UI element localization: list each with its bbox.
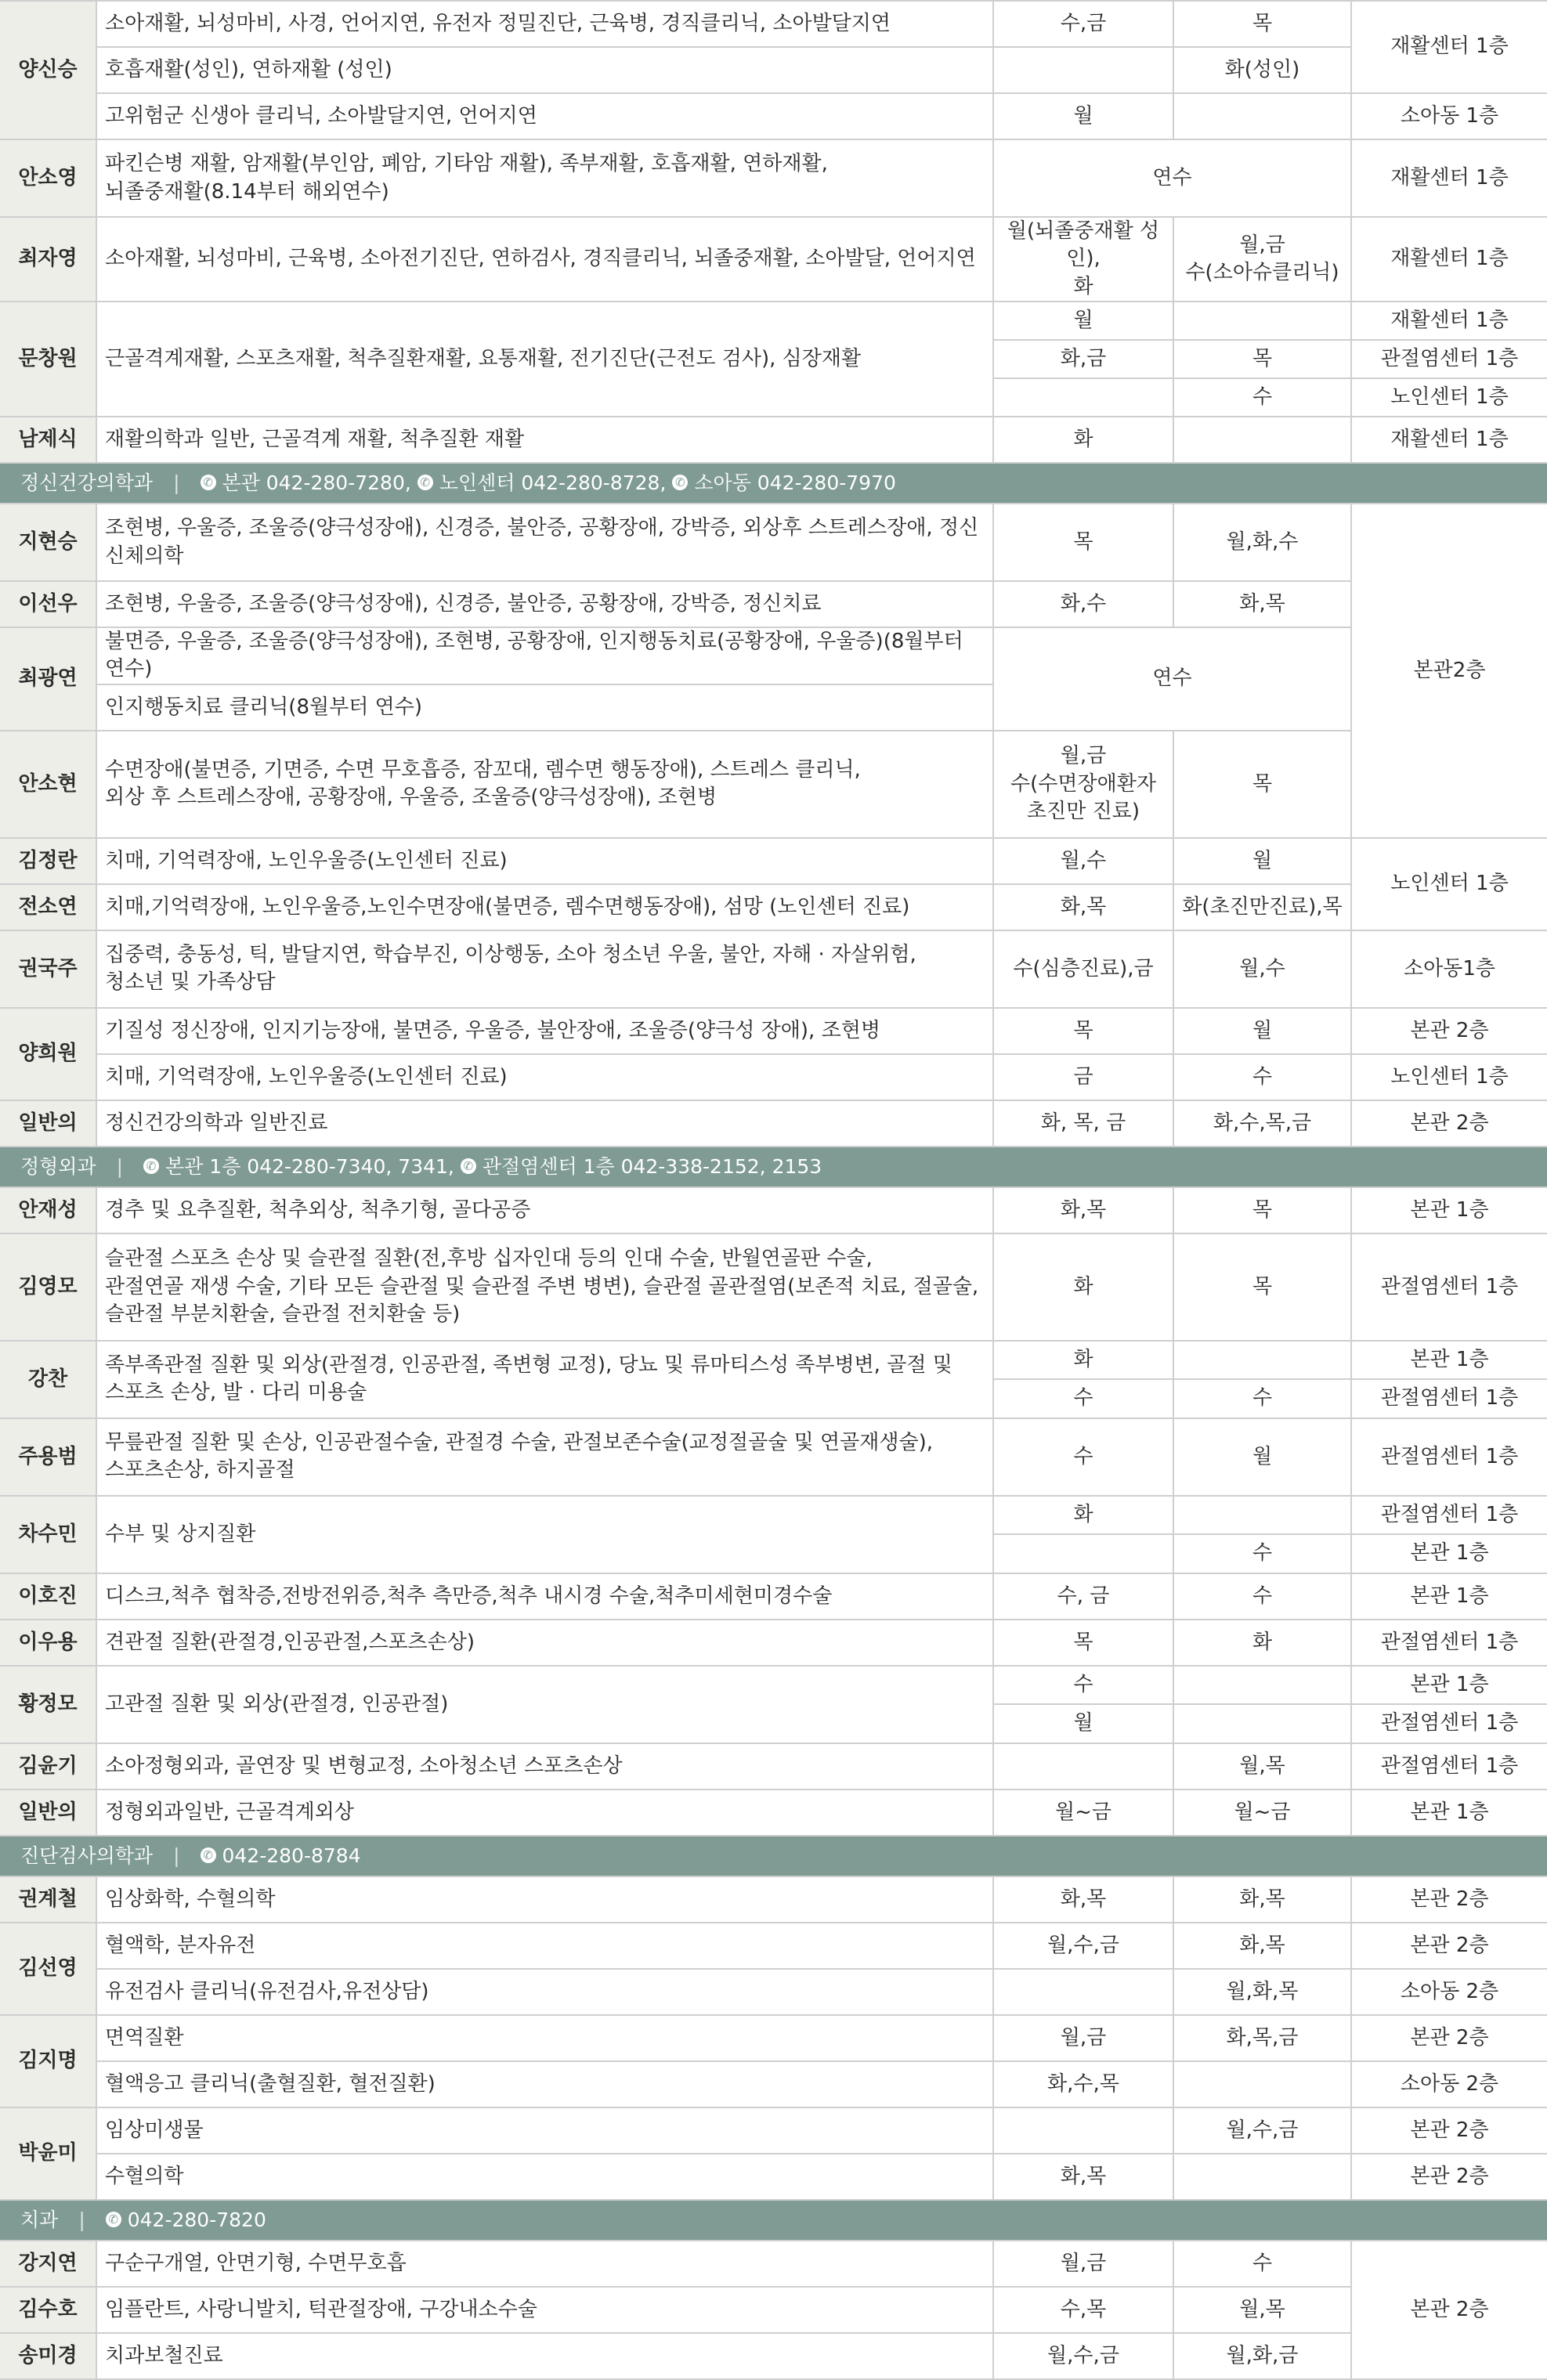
clinic-location: 본관 1층 bbox=[1351, 1534, 1547, 1573]
clinic-location: 재활센터 1층 bbox=[1351, 1, 1547, 93]
schedule-row bbox=[0, 139, 1547, 217]
phone-icon: ✆ bbox=[201, 475, 216, 490]
pm-clinic-days: 월,수,금 bbox=[1173, 2107, 1351, 2154]
header-divider: | bbox=[173, 471, 180, 495]
department-header bbox=[0, 1836, 1547, 1876]
specialty-text: 인지행동치료 클리닉(8월부터 연수) bbox=[96, 684, 993, 731]
specialty-text: 수면장애(불면증, 기면증, 수면 무호흡증, 잠꼬대, 렘수면 행동장애), 스트레스 클리닉, 외상 후 스트레스장애, 공황장애, 우울증, 조울증(양극성장애), 조현병 bbox=[96, 731, 993, 838]
phone-number: 본관 1층 042-280-7340, 7341, bbox=[165, 1154, 454, 1178]
schedule-row bbox=[0, 2241, 1547, 2287]
pm-clinic-days: 목 bbox=[1173, 340, 1351, 378]
specialty-text: 수혈의학 bbox=[96, 2154, 993, 2200]
am-clinic-days: 월,금 bbox=[993, 2241, 1173, 2287]
am-clinic-days: 월(뇌졸중재활 성인), 화 bbox=[993, 217, 1173, 302]
am-clinic-days: 수, 금 bbox=[993, 1573, 1173, 1620]
specialty-text: 불면증, 우울증, 조울증(양극성장애), 조현병, 공황장애, 인지행동치료(공황장애, 우울증)(8월부터 연수) bbox=[96, 627, 993, 684]
clinic-location: 소아동 1층 bbox=[1351, 93, 1547, 139]
clinic-location: 노인센터 1층 bbox=[1351, 378, 1547, 417]
clinic-location: 재활센터 1층 bbox=[1351, 217, 1547, 302]
pm-clinic-days: 월,화,금 bbox=[1173, 2333, 1351, 2379]
doctor-name: 양희원 bbox=[0, 1008, 96, 1100]
specialty-text: 재활의학과 일반, 근골격계 재활, 척추질환 재활 bbox=[96, 417, 993, 463]
am-clinic-days bbox=[993, 1743, 1173, 1790]
specialty-text: 기질성 정신장애, 인지기능장애, 불면증, 우울증, 불안장애, 조울증(양극성 장애), 조현병 bbox=[96, 1008, 993, 1054]
doctor-name: 최자영 bbox=[0, 217, 96, 302]
department-title: 치과 bbox=[20, 2208, 59, 2231]
schedule-row bbox=[0, 838, 1547, 884]
doctor-name: 이호진 bbox=[0, 1573, 96, 1620]
clinic-location: 관절염센터 1층 bbox=[1351, 340, 1547, 378]
department-header bbox=[0, 463, 1547, 504]
doctor-name: 권계철 bbox=[0, 1876, 96, 1923]
am-clinic-days bbox=[993, 378, 1173, 417]
clinic-hours-note: 연수 bbox=[993, 627, 1351, 731]
clinic-location: 본관 2층 bbox=[1351, 2154, 1547, 2200]
specialty-text: 족부족관절 질환 및 외상(관절경, 인공관절, 족변형 교정), 당뇨 및 류마티스성 족부병변, 골절 및 스포츠 손상, 발 · 다리 미용술 bbox=[96, 1341, 993, 1418]
doctor-name: 지현승 bbox=[0, 504, 96, 581]
clinic-location: 본관2층 bbox=[1351, 504, 1547, 838]
department-header-row bbox=[0, 1147, 1547, 1187]
phone-icon: ✆ bbox=[106, 2212, 121, 2227]
doctor-name: 황정모 bbox=[0, 1666, 96, 1743]
pm-clinic-days bbox=[1173, 1666, 1351, 1704]
specialty-text: 혈액응고 클리닉(출혈질환, 혈전질환) bbox=[96, 2061, 993, 2107]
am-clinic-days: 화 bbox=[993, 417, 1173, 463]
clinic-location: 재활센터 1층 bbox=[1351, 139, 1547, 217]
specialty-text: 슬관절 스포츠 손상 및 슬관절 질환(전,후방 십자인대 등의 인대 수술, 반월연골판 수술, 관절연골 재생 수술, 기타 모든 슬관절 및 슬관절 주변 병변), 슬관절 골관절염(보존적 치료, 절골술, 슬관절 부분치환술, 슬관절 전치환술 등) bbox=[96, 1233, 993, 1341]
am-clinic-days: 목 bbox=[993, 504, 1173, 581]
clinic-location: 소아동 2층 bbox=[1351, 1969, 1547, 2015]
schedule-row bbox=[0, 581, 1547, 627]
pm-clinic-days: 수 bbox=[1173, 1379, 1351, 1418]
clinic-location: 본관 1층 bbox=[1351, 1666, 1547, 1704]
am-clinic-days: 월,금 bbox=[993, 2015, 1173, 2061]
schedule-row bbox=[0, 302, 1547, 340]
department-header bbox=[0, 1147, 1547, 1187]
pm-clinic-days: 화 bbox=[1173, 1620, 1351, 1666]
doctor-name: 안재성 bbox=[0, 1187, 96, 1233]
pm-clinic-days: 수 bbox=[1173, 1534, 1351, 1573]
schedule-row bbox=[0, 731, 1547, 838]
specialty-text: 조현병, 우울증, 조울증(양극성장애), 신경증, 불안증, 공황장애, 강박증, 정신치료 bbox=[96, 581, 993, 627]
schedule-row bbox=[0, 2061, 1547, 2107]
clinic-location: 관절염센터 1층 bbox=[1351, 1418, 1547, 1496]
am-clinic-days: 화,목 bbox=[993, 884, 1173, 930]
schedule-row bbox=[0, 1341, 1547, 1379]
schedule-row bbox=[0, 47, 1547, 93]
clinic-location: 본관 2층 bbox=[1351, 2241, 1547, 2379]
schedule-row bbox=[0, 1876, 1547, 1923]
clinic-hours-note: 연수 bbox=[993, 139, 1351, 217]
specialty-text: 치매, 기억력장애, 노인우울증(노인센터 진료) bbox=[96, 838, 993, 884]
schedule-row bbox=[0, 1743, 1547, 1790]
phone-contact bbox=[461, 1155, 822, 1178]
specialty-text: 집중력, 충동성, 틱, 발달지연, 학습부진, 이상행동, 소아 청소년 우울, 불안, 자해 · 자살위험, 청소년 및 가족상담 bbox=[96, 930, 993, 1008]
pm-clinic-days: 목 bbox=[1173, 1, 1351, 47]
pm-clinic-days bbox=[1173, 1341, 1351, 1379]
doctor-name: 김윤기 bbox=[0, 1743, 96, 1790]
pm-clinic-days: 화,목 bbox=[1173, 1923, 1351, 1969]
pm-clinic-days: 월 bbox=[1173, 1418, 1351, 1496]
pm-clinic-days: 화,수,목,금 bbox=[1173, 1100, 1351, 1147]
clinic-location: 관절염센터 1층 bbox=[1351, 1233, 1547, 1341]
am-clinic-days: 화 bbox=[993, 1233, 1173, 1341]
pm-clinic-days: 목 bbox=[1173, 731, 1351, 838]
pm-clinic-days: 화,목 bbox=[1173, 1876, 1351, 1923]
am-clinic-days: 월 bbox=[993, 93, 1173, 139]
doctor-name: 이선우 bbox=[0, 581, 96, 627]
doctor-name: 전소연 bbox=[0, 884, 96, 930]
department-header-row bbox=[0, 1836, 1547, 1876]
phone-contact bbox=[106, 2208, 266, 2231]
am-clinic-days: 월,수,금 bbox=[993, 2333, 1173, 2379]
schedule-row bbox=[0, 1790, 1547, 1836]
doctor-name: 양신승 bbox=[0, 1, 96, 139]
pm-clinic-days: 화,목,금 bbox=[1173, 2015, 1351, 2061]
department-header bbox=[0, 2200, 1547, 2241]
doctor-name: 남제식 bbox=[0, 417, 96, 463]
pm-clinic-days: 월,목 bbox=[1173, 1743, 1351, 1790]
doctor-name: 박윤미 bbox=[0, 2107, 96, 2200]
specialty-text: 구순구개열, 안면기형, 수면무호흡 bbox=[96, 2241, 993, 2287]
pm-clinic-days: 목 bbox=[1173, 1233, 1351, 1341]
clinic-location: 노인센터 1층 bbox=[1351, 838, 1547, 930]
clinic-location: 본관 1층 bbox=[1351, 1187, 1547, 1233]
clinic-location: 본관 2층 bbox=[1351, 2015, 1547, 2061]
specialty-text: 치매, 기억력장애, 노인우울증(노인센터 진료) bbox=[96, 1054, 993, 1100]
header-divider: | bbox=[78, 2208, 85, 2231]
am-clinic-days bbox=[993, 2107, 1173, 2154]
department-header-row bbox=[0, 2200, 1547, 2241]
schedule-row bbox=[0, 2333, 1547, 2379]
specialty-text: 수부 및 상지질환 bbox=[96, 1496, 993, 1573]
schedule-row bbox=[0, 1008, 1547, 1054]
doctor-name: 송미경 bbox=[0, 2333, 96, 2379]
pm-clinic-days bbox=[1173, 2154, 1351, 2200]
am-clinic-days: 월,금 수(수면장애환자 초진만 진료) bbox=[993, 731, 1173, 838]
am-clinic-days: 월 bbox=[993, 1704, 1173, 1743]
specialty-text: 면역질환 bbox=[96, 2015, 993, 2061]
department-title: 진단검사의학과 bbox=[20, 1844, 154, 1867]
pm-clinic-days bbox=[1173, 1704, 1351, 1743]
schedule-row bbox=[0, 1187, 1547, 1233]
specialty-text: 임플란트, 사랑니발치, 턱관절장애, 구강내소수술 bbox=[96, 2287, 993, 2333]
doctor-name: 문창원 bbox=[0, 302, 96, 417]
schedule-row bbox=[0, 1666, 1547, 1704]
clinic-location: 본관 2층 bbox=[1351, 2107, 1547, 2154]
clinic-location: 본관 2층 bbox=[1351, 1008, 1547, 1054]
pm-clinic-days bbox=[1173, 2061, 1351, 2107]
schedule-row bbox=[0, 2287, 1547, 2333]
doctor-name: 일반의 bbox=[0, 1790, 96, 1836]
phone-contact bbox=[201, 471, 411, 494]
phone-icon: ✆ bbox=[201, 1847, 216, 1863]
pm-clinic-days: 월~금 bbox=[1173, 1790, 1351, 1836]
am-clinic-days: 화,목 bbox=[993, 2154, 1173, 2200]
pm-clinic-days: 월,수 bbox=[1173, 930, 1351, 1008]
am-clinic-days: 금 bbox=[993, 1054, 1173, 1100]
pm-clinic-days: 화(초진만진료),목 bbox=[1173, 884, 1351, 930]
doctor-name: 권국주 bbox=[0, 930, 96, 1008]
header-divider: | bbox=[116, 1154, 124, 1178]
pm-clinic-days bbox=[1173, 1496, 1351, 1534]
doctor-name: 김지명 bbox=[0, 2015, 96, 2107]
specialty-text: 유전검사 클리닉(유전검사,유전상담) bbox=[96, 1969, 993, 2015]
am-clinic-days: 화,금 bbox=[993, 340, 1173, 378]
am-clinic-days: 수,금 bbox=[993, 1, 1173, 47]
specialty-text: 디스크,척추 협착증,전방전위증,척추 측만증,척추 내시경 수술,척추미세현미경수술 bbox=[96, 1573, 993, 1620]
department-title: 정신건강의학과 bbox=[20, 471, 154, 495]
clinic-location: 본관 2층 bbox=[1351, 1876, 1547, 1923]
clinic-location: 본관 2층 bbox=[1351, 1923, 1547, 1969]
schedule-row bbox=[0, 217, 1547, 302]
doctor-name: 차수민 bbox=[0, 1496, 96, 1573]
doctor-name: 김선영 bbox=[0, 1923, 96, 2015]
schedule-row bbox=[0, 1496, 1547, 1534]
specialty-text: 근골격계재활, 스포츠재활, 척추질환재활, 요통재활, 전기진단(근전도 검사), 심장재활 bbox=[96, 302, 993, 417]
specialty-text: 소아재활, 뇌성마비, 근육병, 소아전기진단, 연하검사, 경직클리닉, 뇌졸중재활, 소아발달, 언어지연 bbox=[96, 217, 993, 302]
pm-clinic-days: 월,화,수 bbox=[1173, 504, 1351, 581]
schedule-row bbox=[0, 2107, 1547, 2154]
am-clinic-days bbox=[993, 1534, 1173, 1573]
schedule-row bbox=[0, 93, 1547, 139]
pm-clinic-days: 화(성인) bbox=[1173, 47, 1351, 93]
doctor-name: 일반의 bbox=[0, 1100, 96, 1147]
pm-clinic-days bbox=[1173, 417, 1351, 463]
doctor-name: 안소영 bbox=[0, 139, 96, 217]
am-clinic-days: 수 bbox=[993, 1379, 1173, 1418]
doctor-name: 김정란 bbox=[0, 838, 96, 884]
am-clinic-days: 월,수 bbox=[993, 838, 1173, 884]
doctor-name: 최광연 bbox=[0, 627, 96, 731]
specialty-text: 조현병, 우울증, 조울증(양극성장애), 신경증, 불안증, 공황장애, 강박증, 외상후 스트레스장애, 정신 신체의학 bbox=[96, 504, 993, 581]
pm-clinic-days: 월,금 수(소아슈클리닉) bbox=[1173, 217, 1351, 302]
clinic-location: 재활센터 1층 bbox=[1351, 302, 1547, 340]
phone-contact bbox=[143, 1155, 454, 1178]
phone-number: 본관 042-280-7280, bbox=[222, 471, 411, 495]
clinic-location: 소아동1층 bbox=[1351, 930, 1547, 1008]
specialty-text: 무릎관절 질환 및 손상, 인공관절수술, 관절경 수술, 관절보존수술(교정절골술 및 연골재생술), 스포츠손상, 하지골절 bbox=[96, 1418, 993, 1496]
pm-clinic-days: 수 bbox=[1173, 1573, 1351, 1620]
doctor-name: 김수호 bbox=[0, 2287, 96, 2333]
clinic-location: 관절염센터 1층 bbox=[1351, 1704, 1547, 1743]
doctor-name: 이우용 bbox=[0, 1620, 96, 1666]
phone-icon: ✆ bbox=[417, 475, 433, 490]
doctor-name: 안소현 bbox=[0, 731, 96, 838]
specialty-text: 혈액학, 분자유전 bbox=[96, 1923, 993, 1969]
schedule-row bbox=[0, 1969, 1547, 2015]
schedule-row bbox=[0, 1233, 1547, 1341]
phone-number: 소아동 042-280-7970 bbox=[694, 471, 896, 495]
specialty-text: 고관절 질환 및 외상(관절경, 인공관절) bbox=[96, 1666, 993, 1743]
pm-clinic-days: 월,화,목 bbox=[1173, 1969, 1351, 2015]
pm-clinic-days: 수 bbox=[1173, 1054, 1351, 1100]
am-clinic-days: 화,수,목 bbox=[993, 2061, 1173, 2107]
doctor-name: 강찬 bbox=[0, 1341, 96, 1418]
schedule-row bbox=[0, 884, 1547, 930]
phone-number: 노인센터 042-280-8728, bbox=[439, 471, 667, 495]
phone-contact bbox=[201, 1844, 361, 1867]
pm-clinic-days: 월 bbox=[1173, 838, 1351, 884]
clinic-location: 노인센터 1층 bbox=[1351, 1054, 1547, 1100]
clinic-location: 본관 2층 bbox=[1351, 1100, 1547, 1147]
am-clinic-days: 화 bbox=[993, 1496, 1173, 1534]
schedule-row bbox=[0, 1923, 1547, 1969]
doctor-name: 강지연 bbox=[0, 2241, 96, 2287]
schedule-row bbox=[0, 1573, 1547, 1620]
am-clinic-days: 화,목 bbox=[993, 1876, 1173, 1923]
phone-number: 042-280-8784 bbox=[222, 1844, 361, 1867]
phone-number: 042-280-7820 bbox=[127, 2208, 266, 2231]
doctor-name: 김영모 bbox=[0, 1233, 96, 1341]
am-clinic-days: 월 bbox=[993, 302, 1173, 340]
schedule-row bbox=[0, 1418, 1547, 1496]
specialty-text: 임상화학, 수혈의학 bbox=[96, 1876, 993, 1923]
schedule-row bbox=[0, 504, 1547, 581]
pm-clinic-days: 목 bbox=[1173, 1187, 1351, 1233]
schedule-row bbox=[0, 2154, 1547, 2200]
schedule-row bbox=[0, 1, 1547, 47]
phone-contact bbox=[417, 471, 667, 494]
am-clinic-days: 화, 목, 금 bbox=[993, 1100, 1173, 1147]
phone-number: 관절염센터 1층 042-338-2152, 2153 bbox=[482, 1154, 822, 1178]
department-title: 정형외과 bbox=[20, 1154, 96, 1178]
specialty-text: 소아정형외과, 골연장 및 변형교정, 소아청소년 스포츠손상 bbox=[96, 1743, 993, 1790]
specialty-text: 고위험군 신생아 클리닉, 소아발달지연, 언어지연 bbox=[96, 93, 993, 139]
clinic-location: 본관 1층 bbox=[1351, 1341, 1547, 1379]
am-clinic-days bbox=[993, 1969, 1173, 2015]
am-clinic-days: 월,수,금 bbox=[993, 1923, 1173, 1969]
specialty-text: 견관절 질환(관절경,인공관절,스포츠손상) bbox=[96, 1620, 993, 1666]
schedule-row bbox=[0, 417, 1547, 463]
specialty-text: 치과보철진료 bbox=[96, 2333, 993, 2379]
am-clinic-days: 목 bbox=[993, 1620, 1173, 1666]
am-clinic-days: 화 bbox=[993, 1341, 1173, 1379]
am-clinic-days bbox=[993, 47, 1173, 93]
specialty-text: 정형외과일반, 근골격계외상 bbox=[96, 1790, 993, 1836]
clinic-location: 재활센터 1층 bbox=[1351, 417, 1547, 463]
schedule-row bbox=[0, 2015, 1547, 2061]
am-clinic-days: 화,수 bbox=[993, 581, 1173, 627]
pm-clinic-days bbox=[1173, 302, 1351, 340]
pm-clinic-days: 월,목 bbox=[1173, 2287, 1351, 2333]
schedule-row bbox=[0, 1620, 1547, 1666]
clinic-location: 관절염센터 1층 bbox=[1351, 1743, 1547, 1790]
specialty-text: 정신건강의학과 일반진료 bbox=[96, 1100, 993, 1147]
department-header-row bbox=[0, 463, 1547, 504]
doctor-name: 주용범 bbox=[0, 1418, 96, 1496]
pm-clinic-days: 화,목 bbox=[1173, 581, 1351, 627]
am-clinic-days: 수,목 bbox=[993, 2287, 1173, 2333]
pm-clinic-days: 월 bbox=[1173, 1008, 1351, 1054]
specialty-text: 경추 및 요추질환, 척추외상, 척추기형, 골다공증 bbox=[96, 1187, 993, 1233]
pm-clinic-days bbox=[1173, 93, 1351, 139]
schedule-row bbox=[0, 1100, 1547, 1147]
phone-icon: ✆ bbox=[461, 1158, 476, 1174]
specialty-text: 파킨슨병 재활, 암재활(부인암, 폐암, 기타암 재활), 족부재활, 호흡재활, 연하재활, 뇌졸중재활(8.14부터 해외연수) bbox=[96, 139, 993, 217]
clinic-location: 본관 1층 bbox=[1351, 1573, 1547, 1620]
specialty-text: 소아재활, 뇌성마비, 사경, 언어지연, 유전자 정밀진단, 근육병, 경직클리닉, 소아발달지연 bbox=[96, 1, 993, 47]
schedule-row bbox=[0, 627, 1547, 684]
clinic-location: 본관 1층 bbox=[1351, 1790, 1547, 1836]
clinic-location: 관절염센터 1층 bbox=[1351, 1620, 1547, 1666]
specialty-text: 호흡재활(성인), 연하재활 (성인) bbox=[96, 47, 993, 93]
clinic-location: 관절염센터 1층 bbox=[1351, 1496, 1547, 1534]
phone-icon: ✆ bbox=[672, 475, 688, 490]
pm-clinic-days: 수 bbox=[1173, 378, 1351, 417]
specialty-text: 치매,기억력장애, 노인우울증,노인수면장애(불면증, 렘수면행동장애), 섬망 (노인센터 진료) bbox=[96, 884, 993, 930]
schedule-row bbox=[0, 930, 1547, 1008]
am-clinic-days: 수(심층진료),금 bbox=[993, 930, 1173, 1008]
schedule-body bbox=[0, 1, 1547, 2379]
am-clinic-days: 화,목 bbox=[993, 1187, 1173, 1233]
header-divider: | bbox=[173, 1844, 180, 1867]
pm-clinic-days: 수 bbox=[1173, 2241, 1351, 2287]
clinic-location: 소아동 2층 bbox=[1351, 2061, 1547, 2107]
clinic-location: 관절염센터 1층 bbox=[1351, 1379, 1547, 1418]
specialty-text: 임상미생물 bbox=[96, 2107, 993, 2154]
am-clinic-days: 목 bbox=[993, 1008, 1173, 1054]
am-clinic-days: 월~금 bbox=[993, 1790, 1173, 1836]
schedule-row bbox=[0, 1054, 1547, 1100]
phone-contact bbox=[672, 471, 896, 494]
phone-icon: ✆ bbox=[143, 1158, 159, 1174]
am-clinic-days: 수 bbox=[993, 1666, 1173, 1704]
am-clinic-days: 수 bbox=[993, 1418, 1173, 1496]
